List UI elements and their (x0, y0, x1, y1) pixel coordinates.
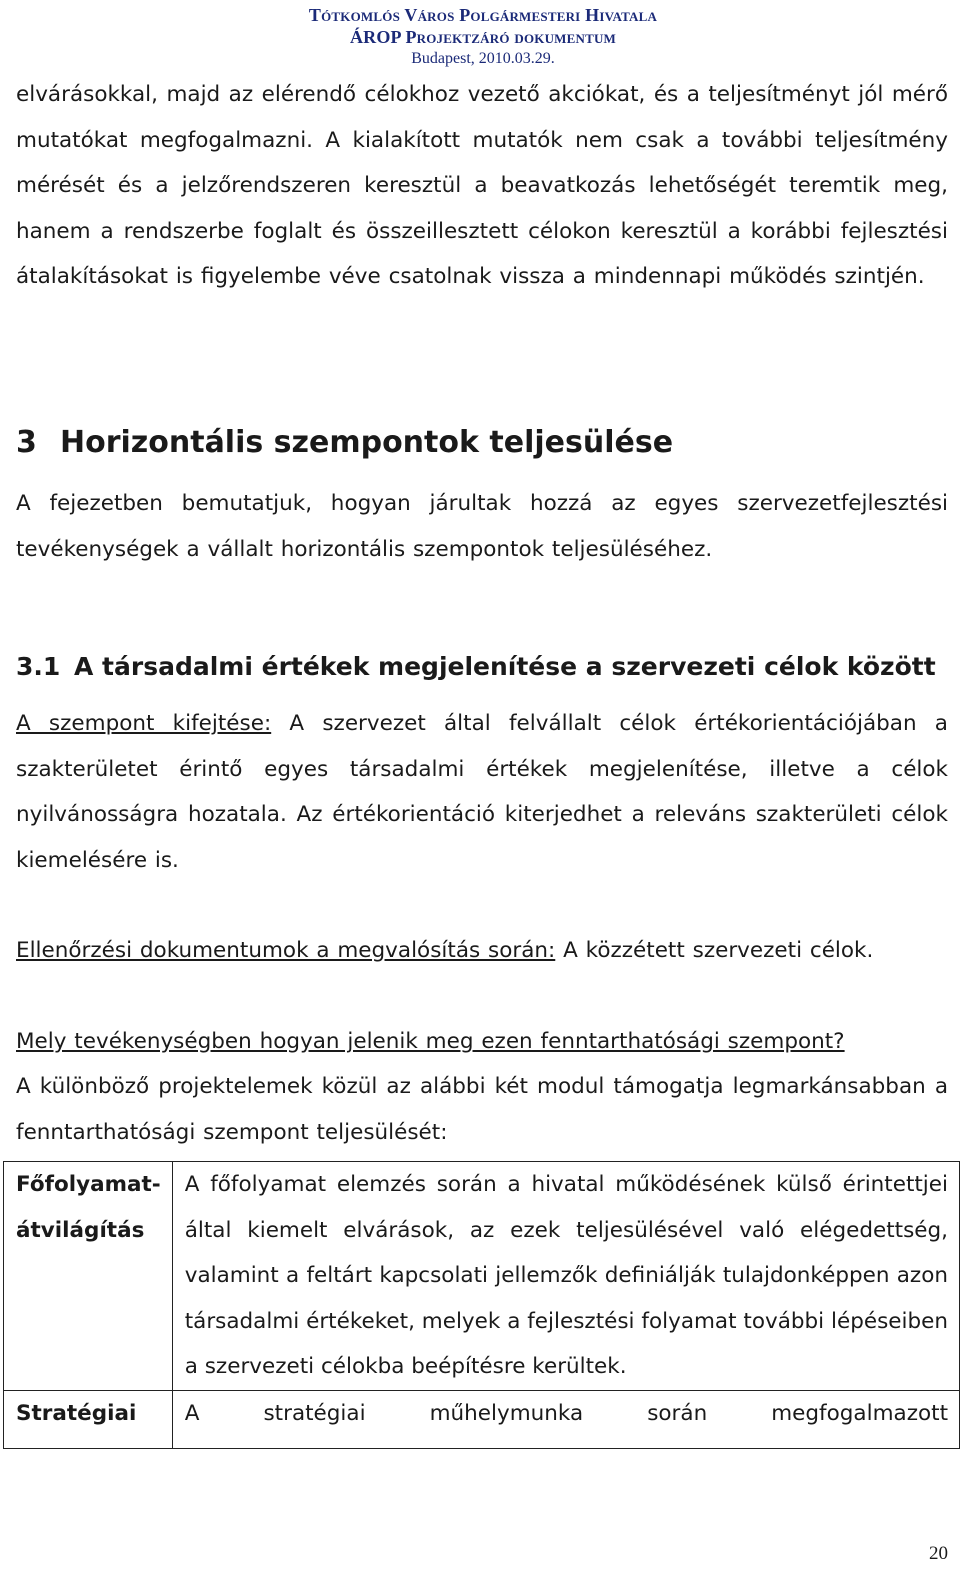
explanation-label: A szempont kifejtése: (16, 711, 272, 736)
table-cell-text: A stratégiai műhelymunka során megfogalmazott (172, 1390, 959, 1449)
sustainability-answer: A különböző projektelemek közül az alábbi két modul támogatja legmarkánsabban a fenntarthatósági szempont teljesülését: (16, 1074, 948, 1145)
section-3-1-heading (16, 649, 956, 685)
page-number: 20 (929, 1543, 948, 1564)
header-institution: Tótkomlós Város Polgármesteri Hivatala (308, 5, 658, 25)
intro-paragraph: elvárásokkal, majd az elérendő célokhoz vezető akciókat, és a teljesítményt jól mérő mutatókat megfogalmazni. A kialakított mutatók nem csak a további teljesítmény mérését és a jelzőrendszeren keresztül a beavatkozás lehetőségét teremtik meg, hanem a rendszerbe foglalt és összeillesztett célokon keresztül a korábbi fejlesztési átalakításokat is figyelembe véve csatolnak vissza a mindennapi működés szintjén. (16, 82, 948, 289)
control-documents-paragraph (16, 928, 948, 974)
section-3-1-number: 3.1 (16, 652, 61, 681)
section-3-intro: A fejezetben bemutatjuk, hogyan járultak hozzá az egyes szervezetfejlesztési tevékenységek a vállalt horizontális szempontok teljesüléséhez. (16, 491, 948, 562)
table-row (4, 1162, 960, 1391)
page-header (248, 4, 718, 70)
sustainability-question: Mely tevékenységben hogyan jelenik meg ezen fenntarthatósági szempont? (16, 1029, 845, 1054)
section-3-title: Horizontális szempontok teljesülése (60, 425, 674, 460)
section-3-1-title: A társadalmi értékek megjelenítése a szervezeti célok között (74, 652, 936, 681)
table-row (4, 1390, 960, 1449)
control-documents-text: A közzétett szervezeti célok. (555, 938, 874, 963)
modules-table (3, 1161, 960, 1449)
section-3-heading (16, 423, 948, 463)
explanation-paragraph (16, 701, 948, 883)
header-document-title: ÁROP Projektzáró dokumentum (349, 27, 617, 47)
control-documents-label: Ellenőrzési dokumentumok a megvalósítás során: (16, 938, 556, 963)
table-cell-label: Stratégiai (4, 1390, 173, 1449)
section-3-number: 3 (16, 425, 37, 460)
header-date: Budapest, 2010.03.29. (411, 50, 555, 67)
table-cell-label: Főfolyamat-átvilágítás (4, 1162, 173, 1391)
explanation-text: A szervezet által felvállalt célok értékorientációjában a szakterületet érintő egyes társadalmi értékek megjelenítése, illetve a célok nyilvánosságra hozatala. Az értékorientáció kiterjedhet a releváns szakterületi célok kiemelésére is. (16, 711, 948, 873)
table-cell-text: A főfolyamat elemzés során a hivatal működésének külső érintettjei által kiemelt elvárások, az ezek teljesülésével való elégedettség, valamint a feltárt kapcsolati jellemzők definiálják tulajdonképpen azon társadalmi értékeket, melyek a fejlesztési folyamat további lépéseiben a szervezeti célokba beépítésre kerültek. (172, 1162, 959, 1391)
